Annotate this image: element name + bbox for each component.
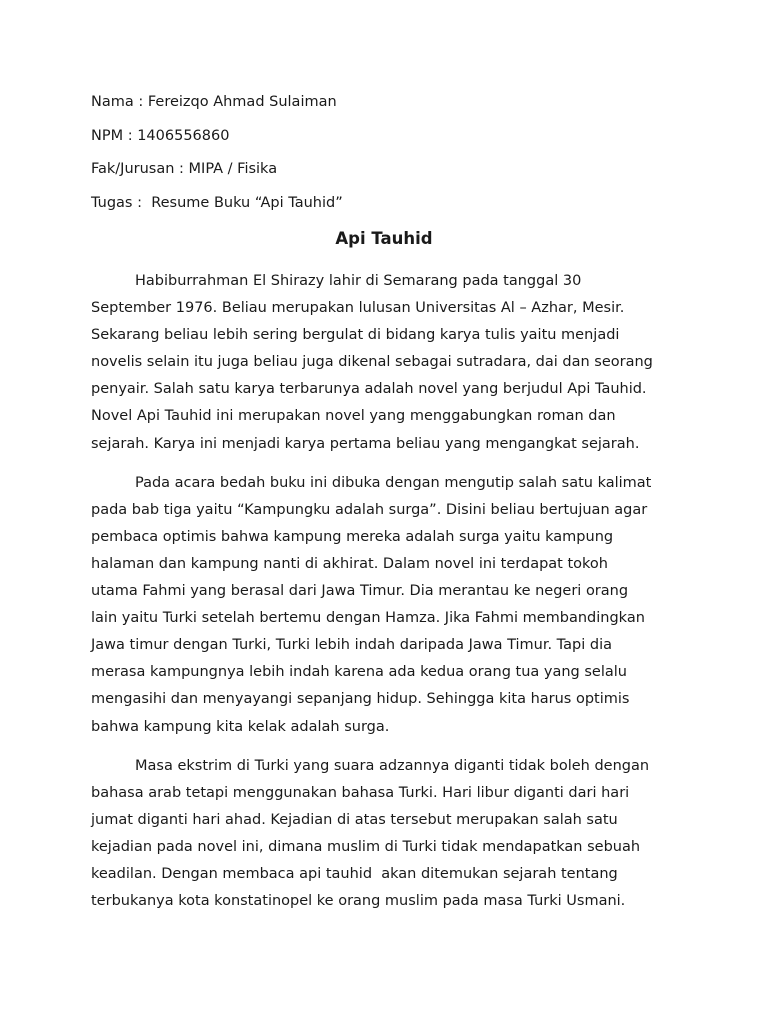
paragraph-line: mengasihi dan menyayangi sepanjang hidup. Sehingga kita harus optimis [91, 691, 630, 708]
paragraph-line: lain yaitu Turki setelah bertemu dengan Hamza. Jika Fahmi membandingkan [91, 610, 645, 627]
paragraph-line: Masa ekstrim di Turki yang suara adzannya diganti tidak boleh dengan [135, 757, 650, 774]
paragraph-line: sejarah. Karya ini menjadi karya pertama beliau yang mengangkat sejarah. [91, 435, 640, 452]
body-text [91, 268, 691, 927]
paragraph-line: merasa kampungnya lebih indah karena ada kedua orang tua yang selalu [91, 664, 627, 681]
paragraph-line: Jawa timur dengan Turki, Turki lebih indah daripada Jawa Timur. Tapi dia [91, 637, 612, 654]
student-npm: NPM : 1406556860 [91, 127, 230, 144]
paragraph-line: novelis selain itu juga beliau juga dikenal sebagai sutradara, dai dan seorang [91, 354, 653, 371]
paragraph-line: jumat diganti hari ahad. Kejadian di atas tersebut merupakan salah satu [91, 811, 618, 828]
paragraph-line: pada bab tiga yaitu “Kampungku adalah surga”. Disini beliau bertujuan agar [91, 501, 648, 518]
paragraph-3 [91, 753, 691, 916]
paragraph-line: penyair. Salah satu karya terbarunya adalah novel yang berjudul Api Tauhid. [91, 381, 647, 398]
paragraph-2 [91, 470, 691, 741]
paragraph-line: pembaca optimis bahwa kampung mereka adalah surga yaitu kampung [91, 528, 614, 545]
paragraph-1 [91, 268, 691, 458]
paragraph-line: Novel Api Tauhid ini merupakan novel yang menggabungkan roman dan [91, 408, 616, 425]
paragraph-line: September 1976. Beliau merupakan lulusan Universitas Al – Azhar, Mesir. [91, 300, 625, 317]
paragraph-line: bahwa kampung kita kelak adalah surga. [91, 718, 390, 735]
paragraph-line: utama Fahmi yang berasal dari Jawa Timur. Dia merantau ke negeri orang [91, 583, 629, 600]
paragraph-line: Pada acara bedah buku ini dibuka dengan mengutip salah satu kalimat [135, 474, 652, 491]
student-name: Nama : Fereizqo Ahmad Sulaiman [91, 94, 337, 110]
paragraph-line: terbukanya kota konstatinopel ke orang muslim pada masa Turki Usmani. [91, 893, 626, 910]
student-info [91, 92, 691, 226]
assignment-task: Tugas : Resume Buku “Api Tauhid” [91, 194, 343, 211]
paragraph-line: bahasa arab tetapi menggunakan bahasa Turki. Hari libur diganti dari hari [91, 784, 630, 801]
paragraph-line: keadilan. Dengan membaca api tauhid akan ditemukan sejarah tentang [91, 865, 618, 882]
paragraph-line: Sekarang beliau lebih sering bergulat di bidang karya tulis yaitu menjadi [91, 327, 620, 344]
document-title: Api Tauhid [335, 229, 433, 248]
paragraph-line: kejadian pada novel ini, dimana muslim di Turki tidak mendapatkan sebuah [91, 838, 641, 855]
paragraph-line: halaman dan kampung nanti di akhirat. Dalam novel ini terdapat tokoh [91, 555, 608, 572]
student-faculty: Fak/Jurusan : MIPA / Fisika [91, 161, 278, 177]
paragraph-line: Habiburrahman El Shirazy lahir di Semarang pada tanggal 30 [135, 273, 582, 289]
